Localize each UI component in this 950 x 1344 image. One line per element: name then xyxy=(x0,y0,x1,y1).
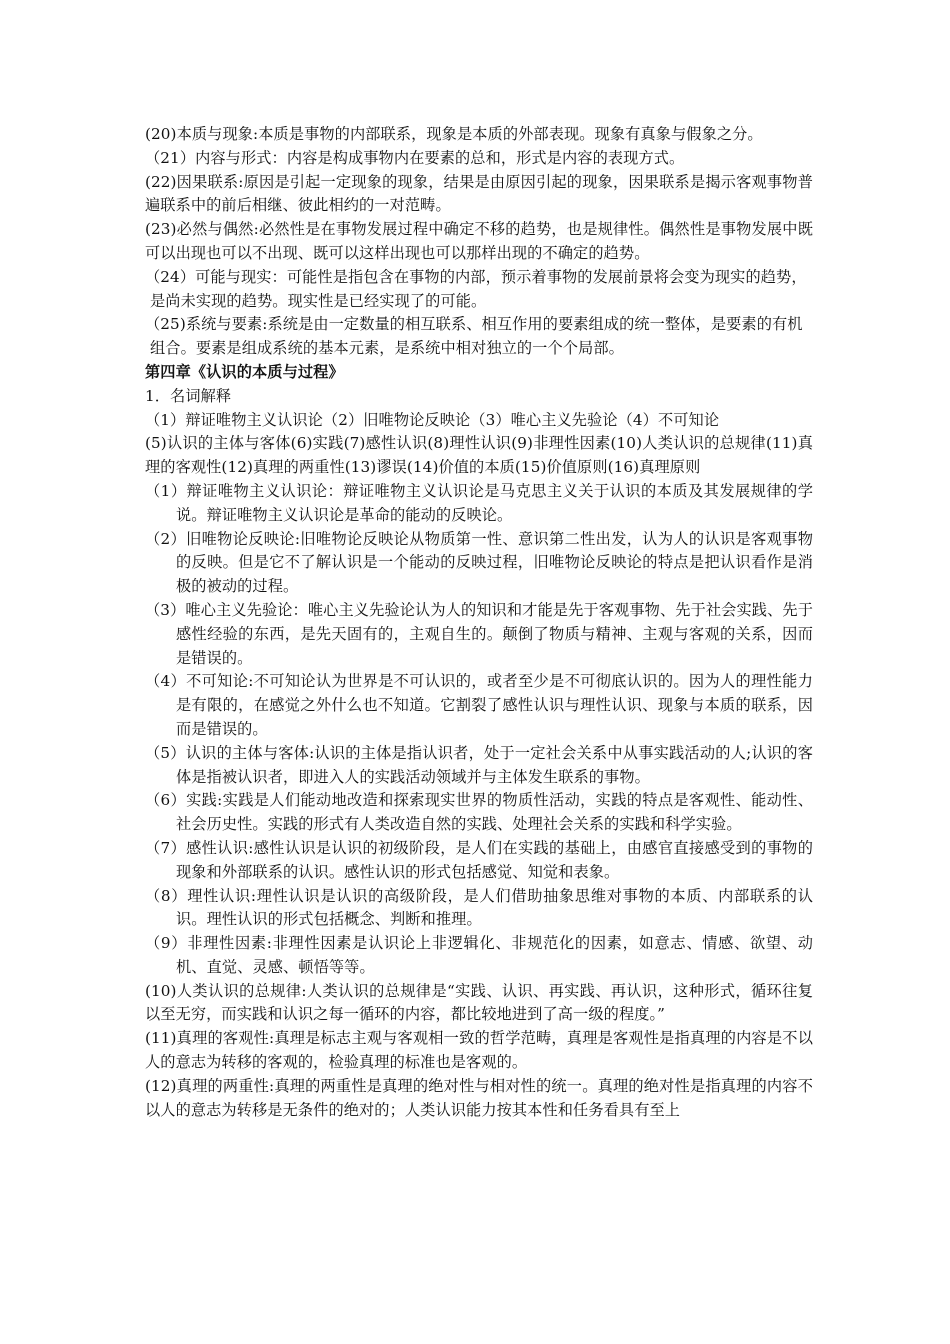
paragraph-20: (20)本质与现象:本质是事物的内部联系，现象是本质的外部表现。现象有真象与假象之分。 xyxy=(145,125,763,143)
definition-7: （7）感性认识:感性认识是认识的初级阶段，是人们在实践的基础上，由感官直接感受到的事物的现象和外部联系的认识。感性认识的形式包括感觉、知觉和表象。 xyxy=(145,838,813,881)
paragraph-21: （21）内容与形式：内容是构成事物内在要素的总和，形式是内容的表现方式。 xyxy=(145,148,685,167)
document-page xyxy=(145,123,813,1122)
paragraph-23: (23)必然与偶然:必然性是在事物发展过程中确定不移的趋势，也是规律性。偶然性是事物发展中既可以出现也可以不出现、既可以这样出现也可以那样出现的不确定的趋势。 xyxy=(145,220,813,262)
paragraph-22: (22)因果联系:原因是引起一定现象的现象，结果是由原因引起的现象，因果联系是揭示客观事物普遍联系中的前后相继、彼此相约的一对范畴。 xyxy=(145,172,813,215)
definition-10: (10)人类认识的总规律:人类认识的总规律是“实践、认识、再实践、再认识，这种形式，循环往复以至无穷，而实践和认识之每一循环的内容，都比较地进到了高一级的程度。” xyxy=(145,981,813,1024)
terms-list-line-1: （1）辩证唯物主义认识论（2）旧唯物论反映论（3）唯心主义先验论（4）不可知论 xyxy=(145,410,720,429)
definition-2: （2）旧唯物论反映论:旧唯物论反映论从物质第一性、意识第二性出发，认为人的认识是客观事物的反映。但是它不了解认识是一个能动的反映过程，旧唯物论反映论的特点是把认识看作是消极的被动的过程。 xyxy=(145,529,813,596)
paragraph-25: （25)系统与要素:系统是由一定数量的相互联系、相互作用的要素组成的统一整体，是要素的有机组合。要素是组成系统的基本元素，是系统中相对独立的一个个局部。 xyxy=(145,315,803,358)
definition-1: （1）辩证唯物主义认识论：辩证唯物主义认识论是马克思主义关于认识的本质及其发展规律的学说。辩证唯物主义认识论是革命的能动的反映论。 xyxy=(145,481,813,524)
definition-4: （4）不可知论:不可知论认为世界是不可认识的，或者至少是不可彻底认识的。因为人的理性能力是有限的，在感觉之外什么也不知道。它割裂了感性认识与理性认识、现象与本质的联系，因而是错误的。 xyxy=(145,672,813,738)
definition-5: （5）认识的主体与客体:认识的主体是指认识者，处于一定社会关系中从事实践活动的人;认识的客体是指被认识者，即进入人的实践活动领域并与主体发生联系的事物。 xyxy=(145,743,813,786)
definition-11: (11)真理的客观性:真理是标志主观与客观相一致的哲学范畴，真理是客观性是指真理的内容是不以人的意志为转移的客观的，检验真理的标准也是客观的。 xyxy=(145,1029,813,1072)
definition-6: （6）实践:实践是人们能动地改造和探索现实世界的物质性活动，实践的特点是客观性、能动性、社会历史性。实践的形式有人类改造自然的实践、处理社会关系的实践和科学实验。 xyxy=(145,791,813,834)
terms-list-line-2: (5)认识的主体与客体(6)实践(7)感性认识(8)理性认识(9)非理性因素(10)人类认识的总规律(11)真理的客观性(12)真理的两重性(13)谬误(14)价值的本质(15)价值原则(16)真理原则 xyxy=(145,434,813,477)
definition-12: (12)真理的两重性:真理的两重性是真理的绝对性与相对性的统一。真理的绝对性是指真理的内容不以人的意志为转移是无条件的绝对的；人类认识能力按其本性和任务看具有至上 xyxy=(145,1076,813,1119)
definition-8: （8）理性认识:理性认识是认识的高级阶段，是人们借助抽象思维对事物的本质、内部联系的认识。理性认识的形式包括概念、判断和推理。 xyxy=(145,886,813,929)
chapter-heading: 第四章《认识的本质与过程》 xyxy=(145,362,344,381)
definition-3: （3）唯心主义先验论：唯心主义先验论认为人的知识和才能是先于客观事物、先于社会实践、先于感性经验的东西，是先天固有的，主观自生的。颠倒了物质与精神、主观与客观的关系，因而是错误的。 xyxy=(145,600,813,667)
paragraph-24: （24）可能与现实：可能性是指包含在事物的内部，预示着事物的发展前景将会变为现实的趋势，是尚未实现的趋势。现实性是已经实现了的可能。 xyxy=(145,267,807,310)
definition-9: （9）非理性因素:非理性因素是认识论上非逻辑化、非规范化的因素，如意志、情感、欲望、动机、直觉、灵感、顿悟等等。 xyxy=(145,934,813,976)
subsection-title: 1．名词解释 xyxy=(145,386,232,405)
